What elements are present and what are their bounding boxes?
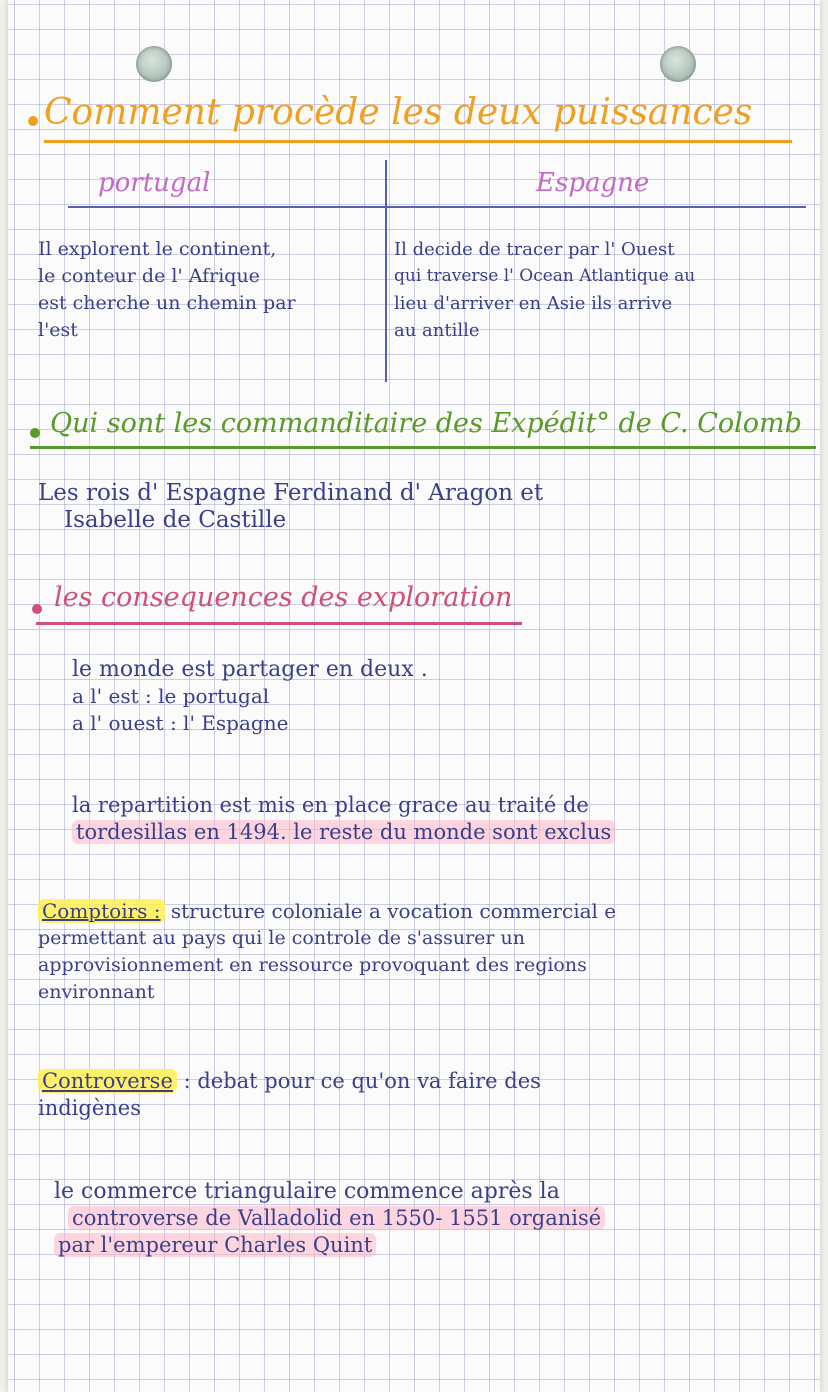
heading-bullet [30,428,40,438]
text-line [54,1205,605,1232]
text-line: Les rois d' Espagne Ferdinand d' Aragon et [38,480,544,506]
controverse-block [38,1068,541,1122]
text-line: a l' est : le portugal [72,684,270,708]
rois-text [38,480,543,534]
controverse-term: Controverse [38,1069,177,1093]
right-column-text [394,236,814,344]
comptoirs-block [38,898,616,1006]
espagne-underline [386,206,806,208]
heading-underline [36,622,522,625]
text-line: a l' ouest : l' Espagne [72,711,289,735]
heading-underline [44,140,792,143]
text-line: qui traverse l' Ocean Atlantique au [394,266,696,286]
heading-commanditaires: Qui sont les commanditaire des Expédit° de C. Colomb [50,408,802,439]
text-line: la repartition est mis en place grace au traité de [72,793,589,817]
text-line: le monde est partager en deux . [72,657,428,682]
heading-bullet [28,116,38,126]
text-line: permettant au pays qui le controle de s'assurer un [38,927,525,949]
heading-bullet [32,604,42,614]
text-line: l'est [38,319,78,341]
text-line: le commerce triangulaire commence après la [54,1179,560,1204]
text-line: lieu d'arriver en Asie ils arrive [394,293,673,314]
repartition-text [72,792,615,846]
charles-quint-highlight: par l'empereur Charles Quint [54,1233,376,1257]
punch-hole-right [660,46,696,82]
tordesillas-highlight: tordesillas en 1494. le reste du monde sont exclus [72,820,615,844]
text-line [54,1232,605,1259]
left-column-text [38,236,378,344]
punch-hole-left [136,46,172,82]
heading-consequences: les consequences des exploration [54,582,513,613]
text-line: approvisionnement en ressource provoquant des regions [38,954,587,976]
text-line: est cherche un chemin par [38,292,296,314]
monde-partage-text [72,656,428,737]
comptoirs-term: Comptoirs : [38,899,165,923]
text-line [38,1068,541,1095]
text-line [38,898,616,925]
text-line: Isabelle de Castille [64,507,287,533]
col-title-portugal: portugal [98,168,211,198]
controverse-definition: : debat pour ce qu'on va faire des [183,1069,541,1093]
comptoirs-definition: structure coloniale a vocation commercial e [170,899,617,923]
text-line [72,819,615,846]
text-line: au antille [394,320,480,341]
valladolid-highlight: controverse de Valladolid en 1550- 1551 organisé [68,1206,605,1230]
notebook-page [8,0,820,1392]
portugal-underline [68,206,388,208]
text-line: indigènes [38,1096,142,1120]
col-title-espagne: Espagne [536,168,650,198]
column-divider [385,160,387,382]
text-line: le conteur de l' Afrique [38,265,260,287]
heading-comment-procede: Comment procède les deux puissances [44,92,753,133]
commerce-block [54,1178,605,1259]
text-line: environnant [38,981,155,1003]
text-line: Il explorent le continent, [38,238,277,260]
heading-underline [30,446,816,449]
text-line: Il decide de tracer par l' Ouest [394,239,675,260]
